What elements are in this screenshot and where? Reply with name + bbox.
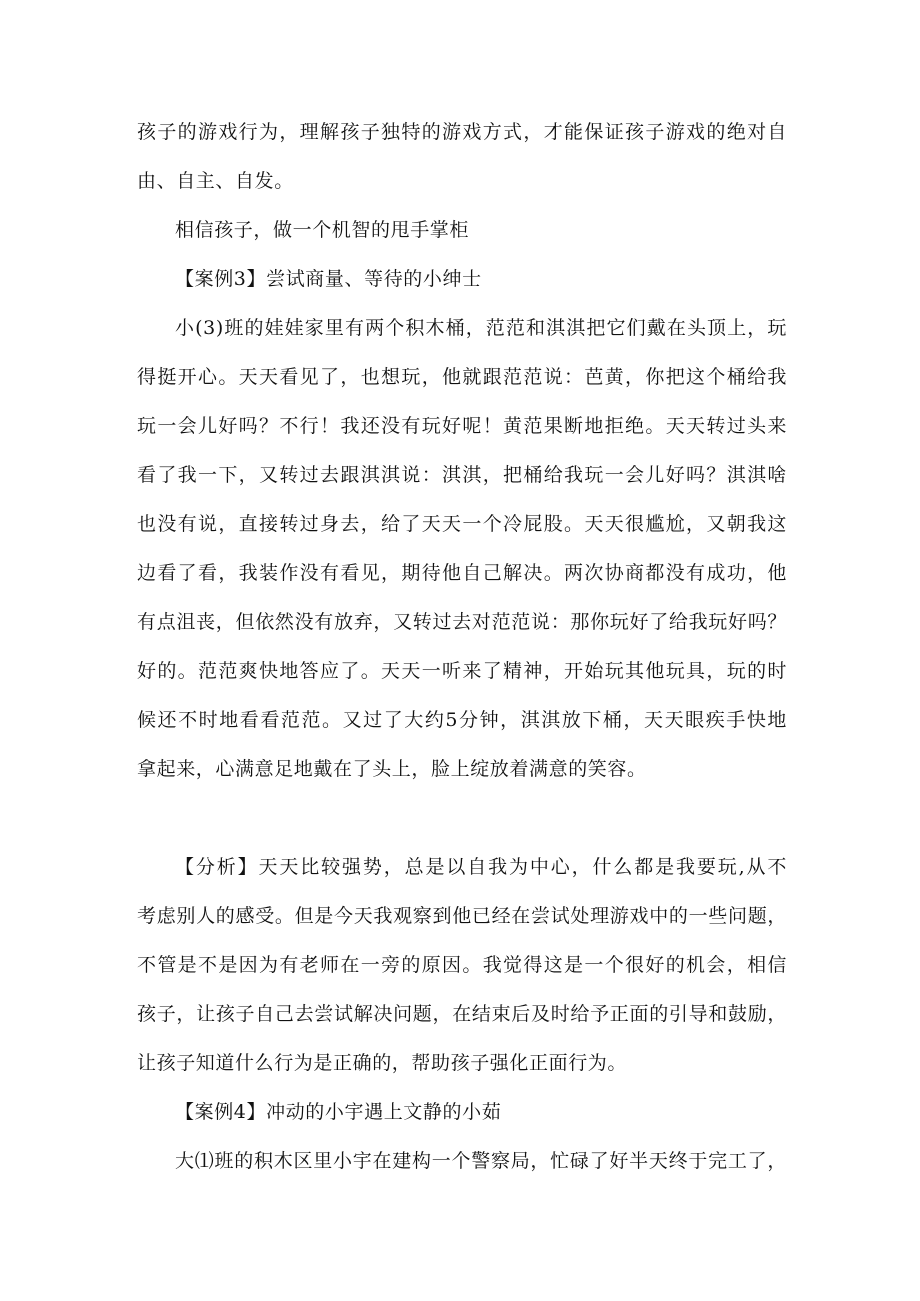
- paragraph-line: 候还不时地看看范范。又过了大约5分钟，淇淇放下桶，天天眼疾手快地: [137, 709, 787, 731]
- analysis-line: 不管是不是因为有老师在一旁的原因。我觉得这是一个很好的机会，相信: [137, 954, 787, 976]
- paragraph-line: 得挺开心。天天看见了，也想玩，他就跟范范说：芭黄，你把这个桶给我: [137, 366, 787, 388]
- paragraph-line: 边看了看，我装作没有看见，期待他自己解决。两次协商都没有成功，他: [137, 562, 787, 584]
- paragraph-line: 大⑴班的积木区里小宇在建构一个警察局，忙碌了好半天终于完工了，: [175, 1150, 787, 1172]
- paragraph-line: 有点沮丧，但依然没有放弃，又转过去对范范说：那你玩好了给我玩好吗？: [137, 611, 787, 633]
- analysis-line: 考虑别人的感受。但是今天我观察到他已经在尝试处理游戏中的一些问题，: [137, 905, 787, 927]
- paragraph-line: 由、自主、自发。: [137, 170, 294, 192]
- paragraph-line: 看了我一下，又转过去跟淇淇说：淇淇，把桶给我玩一会儿好吗？淇淇啥: [137, 464, 787, 486]
- case-title: 【案例4】冲动的小宇遇上文静的小茹: [175, 1101, 502, 1123]
- paragraph-line: 也没有说，直接转过身去，给了天天一个冷屁股。天天很尴尬，又朝我这: [137, 513, 787, 535]
- analysis-line: 让孩子知道什么行为是正确的，帮助孩子强化正面行为。: [137, 1052, 628, 1074]
- paragraph-line: 孩子的游戏行为，理解孩子独特的游戏方式，才能保证孩子游戏的绝对自: [137, 121, 787, 143]
- analysis-line: 【分析】天天比较强势，总是以自我为中心，什么都是我要玩,从不: [175, 856, 787, 878]
- paragraph-line: 拿起来，心满意足地戴在了头上，脸上绽放着满意的笑容。: [137, 758, 647, 780]
- case-title: 【案例3】尝试商量、等待的小绅士: [175, 268, 482, 290]
- paragraph-line: 小(3)班的娃娃家里有两个积木桶，范范和淇淇把它们戴在头顶上，玩: [175, 317, 787, 339]
- analysis-line: 孩子，让孩子自己去尝试解决问题，在结束后及时给予正面的引导和鼓励，: [137, 1003, 787, 1025]
- section-heading: 相信孩子，做一个机智的甩手掌柜: [175, 219, 470, 241]
- paragraph-line: 玩一会儿好吗？不行！我还没有玩好呢！黄范果断地拒绝。天天转过头来: [137, 415, 787, 437]
- paragraph-line: 好的。范范爽快地答应了。天天一听来了精神，开始玩其他玩具，玩的时: [137, 660, 787, 682]
